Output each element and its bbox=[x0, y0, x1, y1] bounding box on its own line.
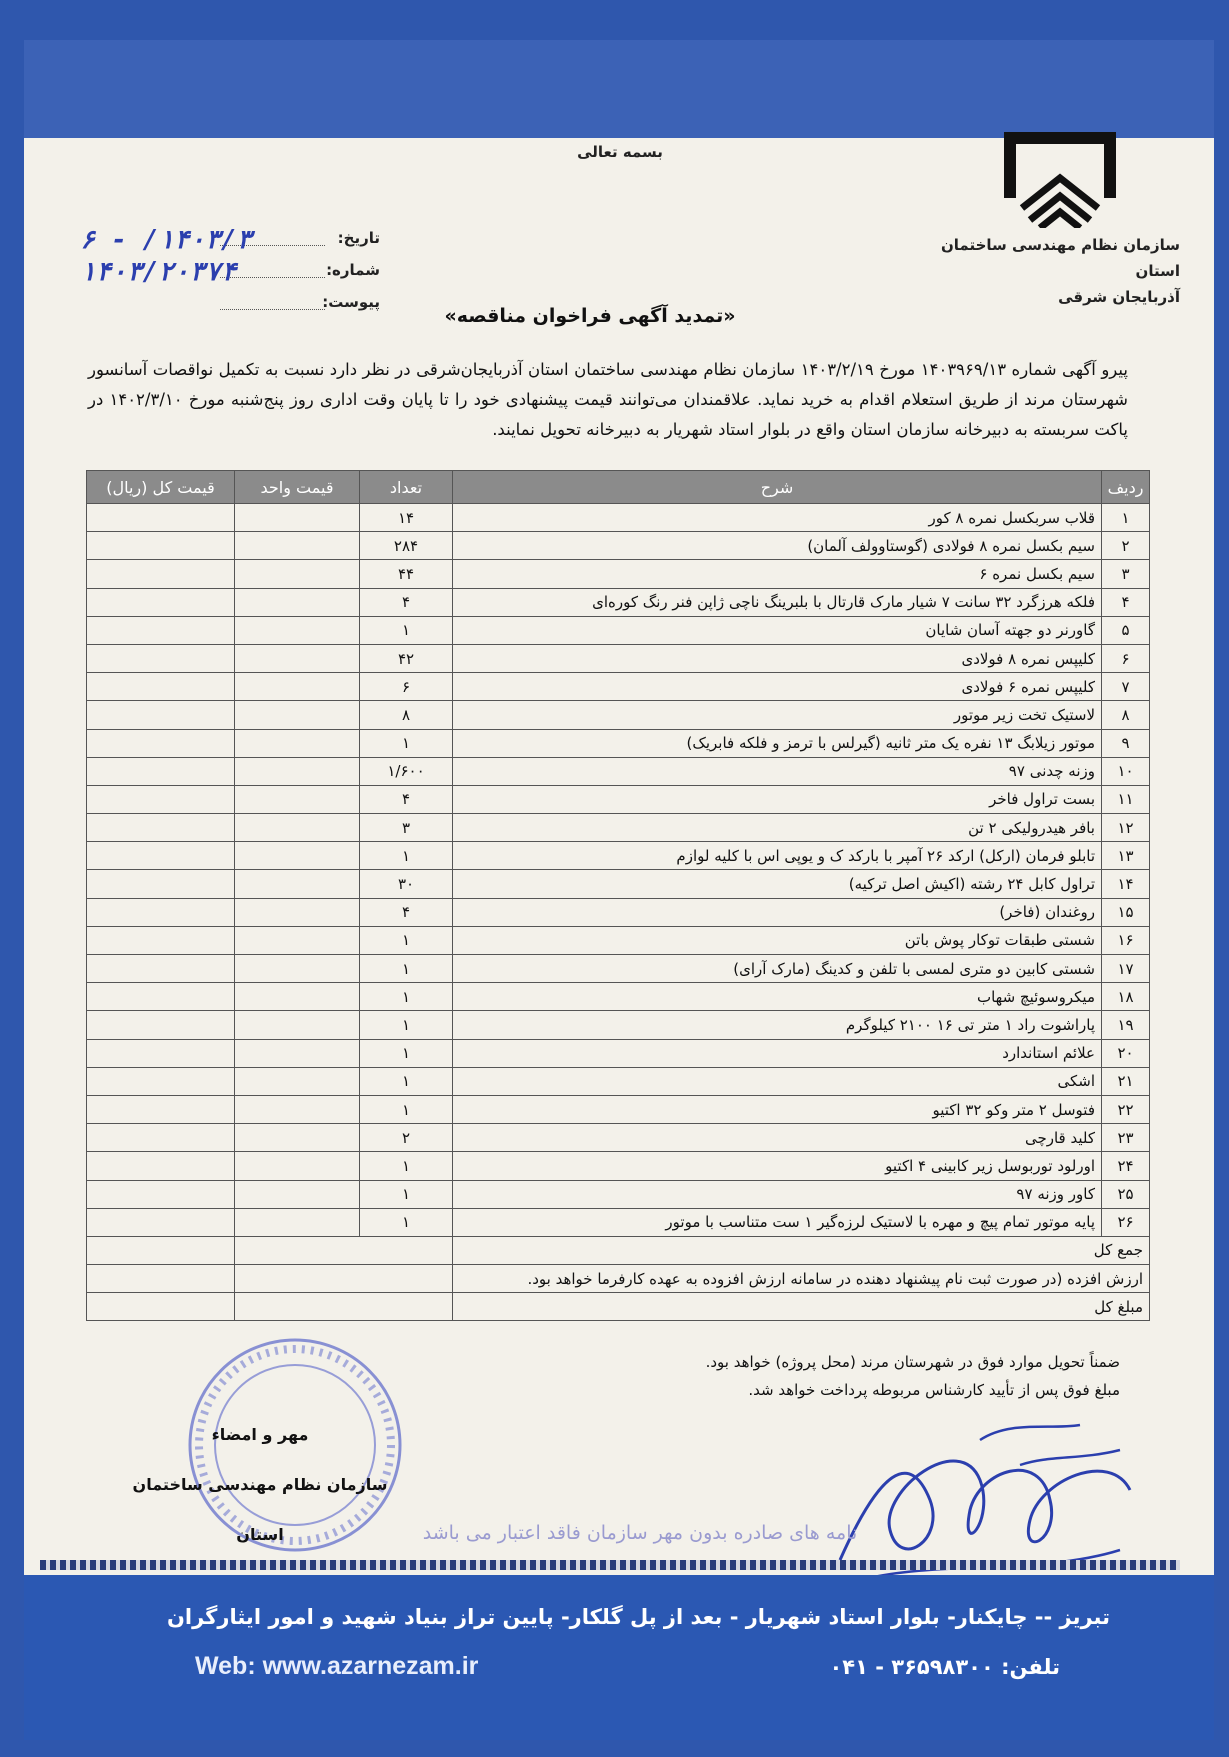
row-unit-price bbox=[235, 757, 360, 785]
footer-stripe bbox=[40, 1560, 1180, 1570]
table-row bbox=[87, 870, 1150, 898]
row-unit-price bbox=[235, 1067, 360, 1095]
row-total-price bbox=[87, 560, 235, 588]
row-number: ۲۵ bbox=[1102, 1180, 1150, 1208]
header-row-number: ردیف bbox=[1102, 471, 1150, 504]
row-total-price bbox=[87, 955, 235, 983]
row-description: قلاب سربکسل نمره ۸ کور bbox=[453, 504, 1102, 532]
row-total-price bbox=[87, 616, 235, 644]
row-number: ۱۹ bbox=[1102, 1011, 1150, 1039]
table-row bbox=[87, 814, 1150, 842]
row-unit-price bbox=[235, 1095, 360, 1123]
row-description: فتوسل ۲ متر وکو ۳۲ اکتیو bbox=[453, 1095, 1102, 1123]
table-row bbox=[87, 1180, 1150, 1208]
row-number: ۱۳ bbox=[1102, 842, 1150, 870]
row-description: شستی طبقات توکار پوش باتن bbox=[453, 926, 1102, 954]
row-unit-price bbox=[235, 926, 360, 954]
table-row bbox=[87, 532, 1150, 560]
table-row bbox=[87, 1039, 1150, 1067]
note-line-1: ضمناً تحویل موارد فوق در شهرستان مرند (محل پروژه) خواهد بود. bbox=[705, 1353, 1120, 1371]
grand-total-label: مبلغ کل bbox=[453, 1293, 1150, 1321]
row-unit-price bbox=[235, 588, 360, 616]
attachment-row bbox=[70, 289, 380, 321]
row-number: ۸ bbox=[1102, 701, 1150, 729]
row-number: ۱۱ bbox=[1102, 785, 1150, 813]
row-description: سیم بکسل نمره ۶ bbox=[453, 560, 1102, 588]
date-label: تاریخ: bbox=[337, 229, 380, 247]
row-description: فلکه هرزگرد ۳۲ سانت ۷ شیار مارک قارتال با بلبرینگ ناچی ژاپن فنر رنگ کوره‌ای bbox=[453, 588, 1102, 616]
intro-paragraph: پیرو آگهی شماره ۱۴۰۳۹۶۹/۱۳ مورخ ۱۴۰۳/۲/۱۹ سازمان نظام مهندسی ساختمان استان آذربایجان‌شرقی در نظر دارد نسبت به تکمیل نواقصات آسانسور شهرستان مرند از طریق استعلام اقدام به خرید نماید. علاقمندان می‌توانند قیمت پیشنهادی خود را تا پایان وقت اداری روز پنج‌شنبه مورخ ۱۴۰۲/۳/۱۰ در پاکت سربسته به دبیرخانه سازمان استان واقع در بلوار استاد شهریار به دبیرخانه تحویل نمایند. bbox=[88, 360, 1129, 439]
seal-signature-text bbox=[110, 1410, 410, 1560]
row-number: ۲۶ bbox=[1102, 1208, 1150, 1236]
row-total-price bbox=[87, 870, 235, 898]
stamp-validity-note: نامه های صادره بدون مهر سازمان فاقد اعتبار می باشد bbox=[422, 1522, 858, 1544]
row-number: ۲۲ bbox=[1102, 1095, 1150, 1123]
row-total-price bbox=[87, 926, 235, 954]
row-total-price bbox=[87, 898, 235, 926]
row-description: کاور وزنه ۹۷ bbox=[453, 1180, 1102, 1208]
row-quantity: ۱۴ bbox=[360, 504, 453, 532]
row-description: لاستیک تخت زیر موتور bbox=[453, 701, 1102, 729]
row-number: ۱۷ bbox=[1102, 955, 1150, 983]
row-unit-price bbox=[235, 842, 360, 870]
org-line-2: آذربایجان شرقی bbox=[1058, 288, 1180, 306]
row-number: ۱۴ bbox=[1102, 870, 1150, 898]
row-total-price bbox=[87, 588, 235, 616]
row-quantity: ۱ bbox=[360, 1011, 453, 1039]
note-line-2: مبلغ فوق پس از تأیید کارشناس مربوطه پرداخت خواهد شد. bbox=[748, 1381, 1120, 1399]
row-quantity: ۱ bbox=[360, 1180, 453, 1208]
date-row bbox=[70, 225, 380, 257]
row-unit-price bbox=[235, 1011, 360, 1039]
row-number: ۲۴ bbox=[1102, 1152, 1150, 1180]
row-quantity: ۴۴ bbox=[360, 560, 453, 588]
table-row bbox=[87, 757, 1150, 785]
row-description: روغندان (فاخر) bbox=[453, 898, 1102, 926]
vat-row bbox=[87, 1265, 1150, 1293]
row-unit-price bbox=[235, 785, 360, 813]
row-unit-price bbox=[235, 532, 360, 560]
seal-line-2: سازمان نظام مهندسی ساختمان استان bbox=[132, 1475, 388, 1544]
row-number: ۱۵ bbox=[1102, 898, 1150, 926]
row-total-price bbox=[87, 1067, 235, 1095]
seal-line-1: مهر و امضاء bbox=[211, 1425, 309, 1444]
document-title: «تمدید آگهی فراخوان مناقصه» bbox=[444, 305, 736, 327]
row-unit-price bbox=[235, 644, 360, 672]
letter-meta bbox=[70, 225, 380, 321]
row-number: ۵ bbox=[1102, 616, 1150, 644]
org-line-1: سازمان نظام مهندسی ساختمان استان bbox=[941, 236, 1180, 280]
row-quantity: ۱ bbox=[360, 842, 453, 870]
header-total-price: قیمت کل (ریال) bbox=[87, 471, 235, 504]
items-table bbox=[86, 470, 1150, 1321]
row-unit-price bbox=[235, 1039, 360, 1067]
row-unit-price bbox=[235, 616, 360, 644]
row-number: ۱۰ bbox=[1102, 757, 1150, 785]
table-row bbox=[87, 504, 1150, 532]
row-unit-price bbox=[235, 560, 360, 588]
row-quantity: ۱ bbox=[360, 1152, 453, 1180]
bismillah: بسمه تعالی bbox=[577, 143, 663, 161]
footer-website[interactable]: Web: www.azarnezam.ir bbox=[195, 1652, 479, 1680]
row-description: میکروسوئیچ شهاب bbox=[453, 983, 1102, 1011]
row-total-price bbox=[87, 673, 235, 701]
row-total-price bbox=[87, 1124, 235, 1152]
row-unit-price bbox=[235, 1152, 360, 1180]
row-description: کلیپس نمره ۸ فولادی bbox=[453, 644, 1102, 672]
delivery-notes bbox=[700, 1348, 1120, 1404]
row-description: وزنه چدنی ۹۷ bbox=[453, 757, 1102, 785]
header-quantity: تعداد bbox=[360, 471, 453, 504]
header-description: شرح bbox=[453, 471, 1102, 504]
row-quantity: ۱ bbox=[360, 926, 453, 954]
row-description: پاراشوت راد ۱ متر تی ۱۶ ۲۱۰۰ کیلوگرم bbox=[453, 1011, 1102, 1039]
row-total-price bbox=[87, 757, 235, 785]
row-total-price bbox=[87, 729, 235, 757]
grand-total-value bbox=[87, 1293, 235, 1321]
date-value: ۱۴۰۳/۳/ - ۶ bbox=[80, 225, 253, 255]
table-row bbox=[87, 1124, 1150, 1152]
sum-row bbox=[87, 1236, 1150, 1264]
row-number: ۱۸ bbox=[1102, 983, 1150, 1011]
row-total-price bbox=[87, 1208, 235, 1236]
row-unit-price bbox=[235, 1180, 360, 1208]
row-quantity: ۱ bbox=[360, 983, 453, 1011]
row-description: شستی کابین دو متری لمسی با تلفن و کدینگ (مارک آرای) bbox=[453, 955, 1102, 983]
row-unit-price bbox=[235, 814, 360, 842]
row-total-price bbox=[87, 842, 235, 870]
row-quantity: ۴ bbox=[360, 588, 453, 616]
table-row bbox=[87, 842, 1150, 870]
row-total-price bbox=[87, 1011, 235, 1039]
table-row bbox=[87, 1152, 1150, 1180]
table-row bbox=[87, 926, 1150, 954]
footer-address: تبریز -- چایکنار- بلوار استاد شهریار - بعد از پل گلکار- پایین تراز بنیاد شهید و امور ایثارگران bbox=[166, 1605, 1110, 1629]
sum-label: جمع کل bbox=[453, 1236, 1150, 1264]
table-row bbox=[87, 701, 1150, 729]
row-number: ۱۲ bbox=[1102, 814, 1150, 842]
row-description: پایه موتور تمام پیچ و مهره با لاستیک لرزه‌گیر ۱ ست متناسب با موتور bbox=[453, 1208, 1102, 1236]
footer-phone: تلفن: ۳۶۵۹۸۳۰۰ - ۰۴۱ bbox=[829, 1655, 1060, 1679]
row-number: ۷ bbox=[1102, 673, 1150, 701]
table-row bbox=[87, 1095, 1150, 1123]
row-quantity: ۲۸۴ bbox=[360, 532, 453, 560]
row-number: ۴ bbox=[1102, 588, 1150, 616]
attachment-dotted-line bbox=[220, 309, 325, 310]
row-total-price bbox=[87, 532, 235, 560]
row-unit-price bbox=[235, 955, 360, 983]
row-description: بست تراول فاخر bbox=[453, 785, 1102, 813]
row-quantity: ۱ bbox=[360, 1067, 453, 1095]
row-unit-price bbox=[235, 729, 360, 757]
sum-empty bbox=[235, 1236, 453, 1264]
row-quantity: ۱ bbox=[360, 1095, 453, 1123]
row-description: سیم بکسل نمره ۸ فولادی (گوستاوولف آلمان) bbox=[453, 532, 1102, 560]
row-description: اورلود توربوسل زیر کابینی ۴ اکتیو bbox=[453, 1152, 1102, 1180]
top-blue-band bbox=[24, 40, 1214, 138]
row-total-price bbox=[87, 701, 235, 729]
row-total-price bbox=[87, 983, 235, 1011]
row-unit-price bbox=[235, 1208, 360, 1236]
row-quantity: ۱ bbox=[360, 1208, 453, 1236]
sum-value bbox=[87, 1236, 235, 1264]
row-number: ۱۶ bbox=[1102, 926, 1150, 954]
row-unit-price bbox=[235, 898, 360, 926]
table-row bbox=[87, 729, 1150, 757]
row-quantity: ۱ bbox=[360, 955, 453, 983]
organization-logo-icon bbox=[1000, 128, 1120, 228]
row-quantity: ۲ bbox=[360, 1124, 453, 1152]
row-total-price bbox=[87, 814, 235, 842]
row-quantity: ۸ bbox=[360, 701, 453, 729]
row-number: ۳ bbox=[1102, 560, 1150, 588]
vat-empty bbox=[235, 1265, 453, 1293]
row-unit-price bbox=[235, 870, 360, 898]
row-number: ۲۳ bbox=[1102, 1124, 1150, 1152]
number-row bbox=[70, 257, 380, 289]
row-quantity: ۱/۶۰۰ bbox=[360, 757, 453, 785]
table-row bbox=[87, 588, 1150, 616]
row-total-price bbox=[87, 504, 235, 532]
table-row bbox=[87, 955, 1150, 983]
row-number: ۲۰ bbox=[1102, 1039, 1150, 1067]
row-description: کلیپس نمره ۶ فولادی bbox=[453, 673, 1102, 701]
table-row bbox=[87, 785, 1150, 813]
row-number: ۶ bbox=[1102, 644, 1150, 672]
table-body bbox=[87, 504, 1150, 1237]
table-row bbox=[87, 1011, 1150, 1039]
row-quantity: ۳ bbox=[360, 814, 453, 842]
row-number: ۲ bbox=[1102, 532, 1150, 560]
row-quantity: ۴ bbox=[360, 785, 453, 813]
row-unit-price bbox=[235, 701, 360, 729]
row-number: ۱ bbox=[1102, 504, 1150, 532]
attachment-label: پیوست: bbox=[322, 293, 380, 311]
organization-name bbox=[940, 232, 1180, 310]
grand-empty bbox=[235, 1293, 453, 1321]
row-unit-price bbox=[235, 673, 360, 701]
row-quantity: ۴ bbox=[360, 898, 453, 926]
row-description: علائم استاندارد bbox=[453, 1039, 1102, 1067]
row-unit-price bbox=[235, 1124, 360, 1152]
row-quantity: ۱ bbox=[360, 729, 453, 757]
row-quantity: ۴۲ bbox=[360, 644, 453, 672]
row-description: موتور زیلابگ ۱۳ نفره یک متر ثانیه (گیرلس با ترمز و فلکه فابریک) bbox=[453, 729, 1102, 757]
table-row bbox=[87, 898, 1150, 926]
table-row bbox=[87, 616, 1150, 644]
row-total-price bbox=[87, 1152, 235, 1180]
row-number: ۲۱ bbox=[1102, 1067, 1150, 1095]
grand-total-row bbox=[87, 1293, 1150, 1321]
row-quantity: ۶ bbox=[360, 673, 453, 701]
row-description: تابلو فرمان (ارکل) ارکد ۲۶ آمپر با بارکد ک و یوپی اس با کلیه لوازم bbox=[453, 842, 1102, 870]
row-quantity: ۱ bbox=[360, 1039, 453, 1067]
row-quantity: ۱ bbox=[360, 616, 453, 644]
table-row bbox=[87, 983, 1150, 1011]
row-total-price bbox=[87, 785, 235, 813]
row-description: گاورنر دو جهته آسان شایان bbox=[453, 616, 1102, 644]
table-row bbox=[87, 1067, 1150, 1095]
table-row bbox=[87, 644, 1150, 672]
table-row bbox=[87, 673, 1150, 701]
row-total-price bbox=[87, 1095, 235, 1123]
table-header-row bbox=[87, 471, 1150, 504]
row-description: بافر هیدرولیکی ۲ تن bbox=[453, 814, 1102, 842]
row-total-price bbox=[87, 1180, 235, 1208]
row-description: اشکی bbox=[453, 1067, 1102, 1095]
table-row bbox=[87, 1208, 1150, 1236]
number-value: ۱۴۰۳/۲۰۳۷۴ bbox=[80, 257, 237, 287]
row-total-price bbox=[87, 644, 235, 672]
row-unit-price bbox=[235, 983, 360, 1011]
row-number: ۹ bbox=[1102, 729, 1150, 757]
row-quantity: ۳۰ bbox=[360, 870, 453, 898]
number-label: شماره: bbox=[326, 261, 380, 279]
vat-label: ارزش افزده (در صورت ثبت نام پیشنهاد دهنده در سامانه ارزش افزوده به عهده کارفرما خواهد بود. bbox=[453, 1265, 1150, 1293]
row-description: تراول کابل ۲۴ رشته (اکیش اصل ترکیه) bbox=[453, 870, 1102, 898]
row-unit-price bbox=[235, 504, 360, 532]
row-description: کلید قارچی bbox=[453, 1124, 1102, 1152]
header-unit-price: قیمت واحد bbox=[235, 471, 360, 504]
table-row bbox=[87, 560, 1150, 588]
vat-value bbox=[87, 1265, 235, 1293]
row-total-price bbox=[87, 1039, 235, 1067]
